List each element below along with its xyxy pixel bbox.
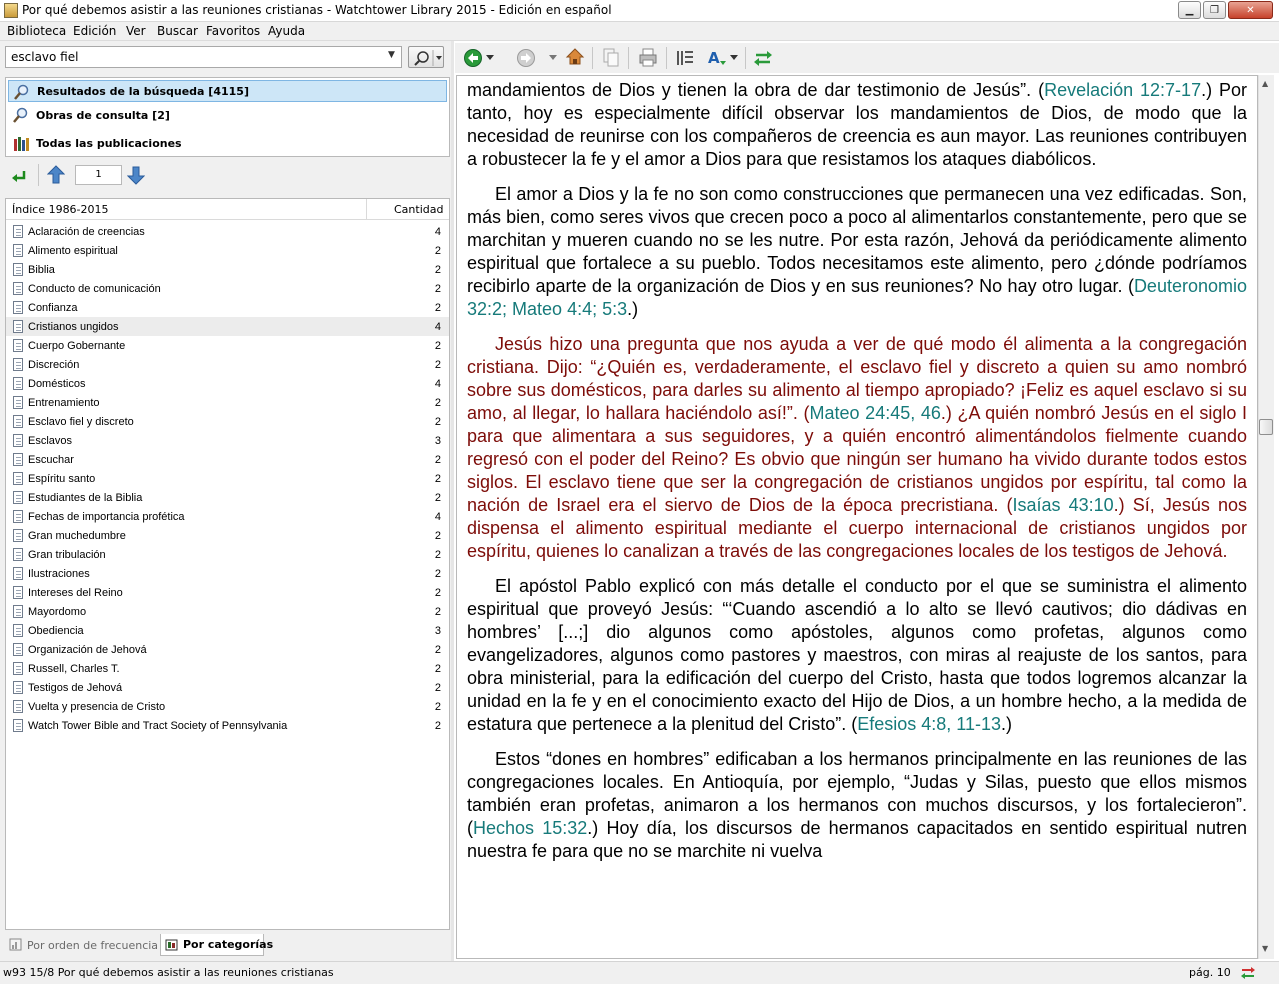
document-icon (13, 529, 23, 542)
menu-edicion[interactable]: Edición (73, 24, 117, 38)
scripture-link[interactable]: Revelación 12:7-17 (1044, 80, 1202, 100)
index-row-count: 4 (434, 225, 441, 238)
index-row[interactable] (6, 222, 449, 241)
document-icon (13, 396, 23, 409)
article-paragraph (467, 748, 1247, 863)
document-icon (13, 662, 23, 675)
left-pane-tabs (5, 934, 450, 958)
index-row-count: 2 (434, 415, 441, 428)
index-row-count: 2 (434, 548, 441, 561)
document-icon (13, 377, 23, 390)
chevron-down-icon[interactable] (729, 54, 739, 62)
index-row[interactable] (6, 317, 449, 336)
paragraph-text: .) (1001, 714, 1012, 734)
document-icon (13, 700, 23, 713)
index-row-label: Domésticos (28, 377, 86, 390)
document-icon (13, 472, 23, 485)
nav-all-publications[interactable] (8, 132, 447, 154)
index-row[interactable] (6, 241, 449, 260)
article-paragraph (467, 79, 1247, 171)
books-icon (13, 135, 29, 151)
search-history-dropdown[interactable]: ▼ (388, 50, 395, 60)
toolbar-separator (592, 47, 593, 69)
columns-icon[interactable] (676, 49, 694, 67)
document-icon (13, 567, 23, 580)
index-row-label: Discreción (28, 358, 80, 371)
tab-categories-label: Por categorías (183, 938, 274, 951)
index-row-count: 2 (434, 643, 441, 656)
index-row[interactable] (6, 621, 449, 640)
index-row[interactable] (6, 526, 449, 545)
index-row-label: Cuerpo Gobernante (28, 339, 126, 352)
paragraph-text: .) ¿A quién nombró Jesús en el siglo I para que alimentara a sus seguidores, y a quién encontró alimentándolos fielmente cuando regresó con el poder del Reino? Es obvio que ningún ser humano ha vivido durante todos estos siglos. El esclavo tiene que ser la congregación de cristianos ungidos por espíritu, tal como la nación de Israel era el siervo de Dios de la época precristiana. ( (467, 403, 1247, 515)
document-icon (13, 605, 23, 618)
reader-toolbar (455, 43, 1279, 73)
maximize-icon: ❐ (1210, 4, 1219, 16)
nav-reference-works[interactable] (8, 104, 447, 126)
index-row-label: Esclavo fiel y discreto (28, 415, 134, 428)
index-row-count: 3 (434, 624, 441, 637)
index-title-column-header[interactable]: Índice 1986-2015 (12, 203, 109, 216)
nav-reference-works-label: Obras de consulta [2] (36, 108, 170, 122)
index-row[interactable] (6, 431, 449, 450)
status-document-reference: w93 15/8 Por qué debemos asistir a las reuniones cristianas (3, 966, 334, 979)
frequency-icon (9, 938, 22, 951)
search-icon (409, 47, 445, 69)
scripture-link[interactable]: Efesios 4:8, 11-13 (857, 714, 1001, 734)
document-icon (13, 301, 23, 314)
index-row[interactable] (6, 697, 449, 716)
paragraph-text: mandamientos de Dios y tienen la obra de dar testimonio de Jesús”. ( (467, 80, 1045, 100)
menu-biblioteca[interactable]: Biblioteca (7, 24, 67, 38)
close-button[interactable] (1228, 1, 1273, 19)
index-row-count: 2 (434, 491, 441, 504)
scrollbar-thumb[interactable] (1259, 419, 1273, 435)
menu-favoritos[interactable]: Favoritos (206, 24, 261, 38)
document-icon (13, 624, 23, 637)
article-reader[interactable] (456, 75, 1258, 959)
document-icon (13, 491, 23, 504)
index-row-count: 2 (434, 358, 441, 371)
index-row[interactable] (6, 450, 449, 469)
navigation-list (5, 77, 450, 157)
nav-search-results[interactable] (8, 80, 447, 102)
index-row[interactable] (6, 488, 449, 507)
document-icon (13, 510, 23, 523)
index-row[interactable] (6, 374, 449, 393)
article-paragraph (467, 183, 1247, 321)
nav-search-results-label: Resultados de la búsqueda [4115] (37, 84, 249, 98)
document-icon (13, 415, 23, 428)
index-row-count: 2 (434, 472, 441, 485)
paragraph-text: .) Hoy día, los discursos de hermanos capacitados en sentido espiritual nutren nuestra fe para que no se marchite ni vuelva (467, 818, 1247, 861)
index-row-label: Conducto de comunicación (28, 282, 161, 295)
index-row-count: 2 (434, 719, 441, 732)
index-row-label: Gran muchedumbre (28, 529, 126, 542)
index-row-label: Mayordomo (28, 605, 87, 618)
index-row-label: Watch Tower Bible and Tract Society of Pennsylvania (28, 719, 288, 732)
menu-buscar[interactable]: Buscar (157, 24, 198, 38)
minimize-icon: ▁ (1185, 4, 1194, 16)
close-icon: ✕ (1246, 4, 1255, 16)
index-row[interactable] (6, 469, 449, 488)
document-icon (13, 643, 23, 656)
index-row-label: Confianza (28, 301, 78, 314)
article-body (467, 79, 1247, 875)
paragraph-text: .) Sí, Jesús nos dispensa el alimento espiritual mediante el cuerpo internacional de cristianos ungidos por espíritu, quienes lo canalizan a través de las congregaciones locales de los testigos de Jehová. (467, 495, 1247, 561)
document-icon (13, 681, 23, 694)
print-icon[interactable] (638, 48, 658, 68)
forward-icon[interactable] (516, 48, 536, 68)
toolbar-separator (38, 164, 39, 186)
status-page-number: pág. 10 (1189, 966, 1231, 979)
menu-ayuda[interactable]: Ayuda (268, 24, 306, 38)
index-row-count: 2 (434, 339, 441, 352)
document-icon (13, 282, 23, 295)
document-icon (13, 225, 23, 238)
index-row-count: 4 (434, 510, 441, 523)
tab-frequency[interactable] (5, 934, 158, 956)
document-icon (13, 320, 23, 333)
index-row-count: 2 (434, 700, 441, 713)
index-row-count: 2 (434, 681, 441, 694)
index-row-count: 4 (434, 320, 441, 333)
paragraph-text: Estos “dones en hombres” edificaban a los hermanos principalmente en las reuniones de las congregaciones locales. En Antioquía, por ejemplo, “Judas y Silas, puesto que ellos mismos también eran profetas, animaron a los hermanos con muchos discursos, y los fortalecieron”. ( (467, 749, 1247, 838)
index-row-label: Esclavos (28, 434, 73, 447)
pane-splitter[interactable] (451, 41, 454, 961)
index-row-label: Estudiantes de la Biblia (28, 491, 143, 504)
index-row[interactable] (6, 583, 449, 602)
index-row-count: 2 (434, 396, 441, 409)
back-icon[interactable] (463, 48, 483, 68)
index-row[interactable] (6, 298, 449, 317)
menu-ver[interactable]: Ver (126, 24, 146, 38)
chevron-down-icon[interactable] (485, 54, 495, 62)
index-row-label: Espíritu santo (28, 472, 96, 485)
index-row[interactable] (6, 412, 449, 431)
index-row[interactable] (6, 716, 449, 735)
page-number-field[interactable]: 1 (75, 165, 122, 185)
index-row[interactable] (6, 507, 449, 526)
scripture-link[interactable]: Mateo 24:45, 46 (809, 403, 941, 423)
document-icon (13, 263, 23, 276)
svg-text:A: A (708, 49, 720, 67)
index-row-count: 2 (434, 586, 441, 599)
document-icon (13, 548, 23, 561)
paragraph-text: .) (627, 299, 639, 319)
minimize-button[interactable] (1178, 1, 1201, 19)
document-icon (13, 244, 23, 257)
chevron-down-icon[interactable] (548, 54, 558, 62)
document-icon (13, 586, 23, 599)
back-up-arrow-icon[interactable] (10, 166, 28, 184)
index-toolbar (5, 162, 450, 188)
index-row-label: Aclaración de creencias (28, 225, 145, 238)
index-row-label: Ilustraciones (28, 567, 90, 580)
highlighted-paragraph (467, 333, 1247, 563)
index-row[interactable] (6, 659, 449, 678)
index-row-label: Russell, Charles T. (28, 662, 120, 675)
document-icon (13, 339, 23, 352)
document-icon (13, 453, 23, 466)
paragraph-text: .) Por tanto, hoy es especialmente difícil observar los mandamientos de Dios, de modo que la necesidad de reunirse con los compañeros de creencia es aun mayor. Las reuniones contribuyen a robustecer la fe y el amor a Dios para que resistamos los ataques diabólicos. (467, 80, 1247, 169)
categories-icon (165, 938, 178, 951)
app-icon (4, 3, 18, 18)
index-row[interactable] (6, 640, 449, 659)
index-row-label: Intereses del Reino (28, 586, 123, 599)
index-row-count: 2 (434, 301, 441, 314)
scroll-down-icon[interactable]: ▼ (1262, 944, 1269, 953)
index-row[interactable] (6, 602, 449, 621)
article-paragraph (467, 575, 1247, 736)
search-button[interactable] (408, 46, 444, 68)
nav-all-publications-label: Todas las publicaciones (36, 136, 182, 150)
search-input[interactable] (5, 46, 402, 68)
home-icon[interactable] (565, 47, 585, 67)
search-icon (13, 107, 29, 123)
document-icon (13, 719, 23, 732)
index-rows (6, 222, 449, 735)
index-row[interactable] (6, 545, 449, 564)
window-title: Por qué debemos asistir a las reuniones cristianas - Watchtower Library 2015 - Edición en español (22, 3, 612, 17)
search-icon (14, 84, 30, 100)
index-row[interactable] (6, 564, 449, 583)
index-row-label: Organización de Jehová (28, 643, 147, 656)
index-row[interactable] (6, 355, 449, 374)
index-row-label: Obediencia (28, 624, 84, 637)
index-row-label: Testigos de Jehová (28, 681, 123, 694)
count-column-header[interactable]: Cantidad (394, 203, 444, 216)
index-row-count: 4 (434, 377, 441, 390)
index-row-count: 2 (434, 605, 441, 618)
index-row-label: Cristianos ungidos (28, 320, 119, 333)
scroll-up-icon[interactable]: ▲ (1262, 79, 1269, 88)
scripture-link[interactable]: Hechos 15:32 (473, 818, 588, 838)
index-row-label: Vuelta y presencia de Cristo (28, 700, 166, 713)
index-row-label: Fechas de importancia profética (28, 510, 185, 523)
toolbar-separator (628, 47, 629, 69)
arrow-down-icon[interactable] (127, 165, 145, 185)
document-icon (13, 358, 23, 371)
toolbar-separator (745, 47, 746, 69)
font-size-icon[interactable] (707, 47, 727, 67)
index-row-count: 3 (434, 434, 441, 447)
paragraph-text: El amor a Dios y la fe no son como construcciones que permanecen una vez edificadas. Son, más bien, como seres vivos que crecen poco a poco al alimentarlos constantemente, pero que se marchitan y mueren cuando no se les nutre. Por esta razón, Jehová da periódicamente alimento espiritual que fortalece a su pueblo. Todos necesitamos este alimento, pero ¿dónde podríamos recibirlo aparte de la organización de Dios y en sus reuniones? No hay otro lugar. ( (467, 184, 1247, 296)
index-row-count: 2 (434, 529, 441, 542)
index-row-label: Entrenamiento (28, 396, 100, 409)
maximize-button[interactable] (1203, 1, 1226, 19)
index-row-count: 2 (434, 453, 441, 466)
index-row[interactable] (6, 678, 449, 697)
index-row[interactable] (6, 260, 449, 279)
sync-icon[interactable] (1240, 966, 1256, 979)
vertical-scrollbar[interactable] (1258, 75, 1274, 959)
paragraph-text: Jesús hizo una pregunta que nos ayuda a ver de qué modo él alimenta a la congregación cristiana. Dijo: “¿Quién es, verdaderamente, el esclavo fiel y discreto a quien su amo nombró sobre sus domésticos, para darles su alimento al tiempo apropiado? ¡Feliz es aquel esclavo si su amo, al llegar, lo hallara haciéndolo así!”. ( (467, 334, 1247, 423)
tab-frequency-label: Por orden de frecuencia (27, 938, 159, 952)
scripture-link[interactable]: Isaías 43:10 (1012, 495, 1114, 515)
toolbar-separator (666, 47, 667, 69)
index-row[interactable] (6, 393, 449, 412)
index-row-count: 2 (434, 282, 441, 295)
document-icon (13, 434, 23, 447)
index-row-count: 2 (434, 567, 441, 580)
index-row-label: Alimento espiritual (28, 244, 118, 257)
arrow-up-icon[interactable] (47, 165, 65, 185)
paragraph-text: El apóstol Pablo explicó con más detalle el conducto por el que se suministra el alimento espiritual que proveyó Jesús: “‘Cuando ascendió a lo alto se llevó cautivos; dio dádivas en hombres’ [...;] dio algunos como apóstoles, algunos como profetas, algunos como evangelizadores, algunos como pastores y maestros, con miras al reajuste de los santos, para obra ministerial, para la edificación del cuerpo del Cristo, hasta que todos logremos alcanzar la unidad en la fe y en el conocimiento exacto del Hijo de Dios, a un hombre hecho, a la medida de estatura que pertenece a la plenitud del Cristo”. ( (467, 576, 1247, 734)
tab-categories[interactable] (160, 934, 274, 956)
index-row-label: Gran tribulación (28, 548, 106, 561)
index-row[interactable] (6, 336, 449, 355)
sync-icon[interactable] (753, 48, 773, 68)
index-row-label: Escuchar (28, 453, 74, 466)
index-row-label: Biblia (28, 263, 55, 276)
index-row-count: 2 (434, 662, 441, 675)
index-row-count: 2 (434, 263, 441, 276)
scripture-link[interactable]: Deuteronomio 32:2; Mateo 4:4; 5:3 (467, 276, 1247, 319)
column-divider (366, 199, 367, 220)
index-row[interactable] (6, 279, 449, 298)
index-row-count: 2 (434, 244, 441, 257)
copy-icon[interactable] (602, 48, 620, 68)
